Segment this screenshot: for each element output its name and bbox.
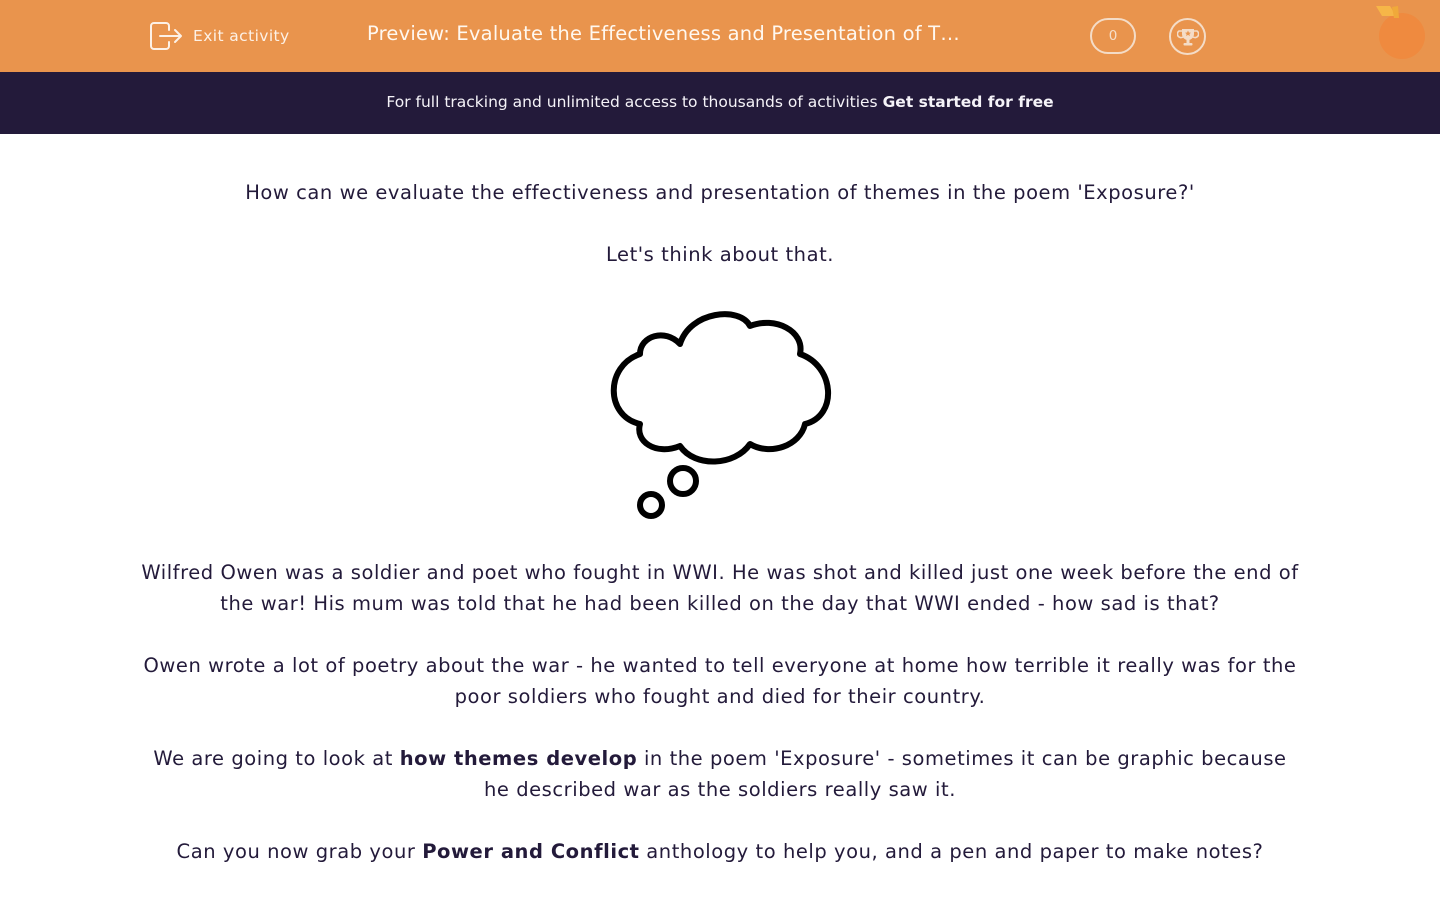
trophy-icon: [1177, 26, 1199, 48]
exit-activity-label: Exit activity: [193, 27, 290, 45]
themes-text-after: in the poem 'Exposure' - sometimes it can be graphic because he described war as the soldiers really saw it.: [484, 747, 1287, 801]
anthology-bold-text: Power and Conflict: [422, 840, 640, 863]
banner-text: For full tracking and unlimited access to thousands of activities: [386, 93, 878, 111]
anthology-text-after: anthology to help you, and a pen and paper to make notes?: [639, 840, 1264, 863]
question-text: How can we evaluate the effectiveness and presentation of themes in the poem 'Exposure?': [245, 181, 1195, 204]
themes-bold-text: how themes develop: [399, 747, 638, 770]
activity-title: Preview: Evaluate the Effectiveness and Presentation of T…: [367, 22, 960, 45]
thought-bubble-icon: [610, 306, 832, 528]
paragraph-themes: [140, 743, 1300, 805]
thought-bubble-image: [610, 306, 832, 528]
get-started-link[interactable]: Get started for free: [882, 93, 1054, 111]
paragraph-anthology: [140, 836, 1300, 867]
signup-banner: [0, 72, 1440, 134]
prompt-text: Let's think about that.: [605, 243, 835, 266]
trophy-button[interactable]: [1169, 18, 1206, 55]
anthology-text-before: Can you now grab your: [176, 840, 423, 863]
paragraph-owen-poetry: Owen wrote a lot of poetry about the war - he wanted to tell everyone at home how terrible it really was for the poor soldiers who fought and died for their country.: [143, 654, 1297, 708]
exit-activity-button[interactable]: [149, 20, 290, 52]
top-bar: [0, 0, 1440, 72]
orange-logo-icon: [1372, 4, 1432, 62]
exit-icon: [149, 21, 183, 51]
score-badge: 0: [1090, 18, 1136, 54]
paragraph-owen-bio: Wilfred Owen was a soldier and poet who fought in WWI. He was shot and killed just one week before the end of the war! His mum was told that he had been killed on the day that WWI ended - how sad is that?: [141, 561, 1299, 615]
themes-text-before: We are going to look at: [153, 747, 400, 770]
